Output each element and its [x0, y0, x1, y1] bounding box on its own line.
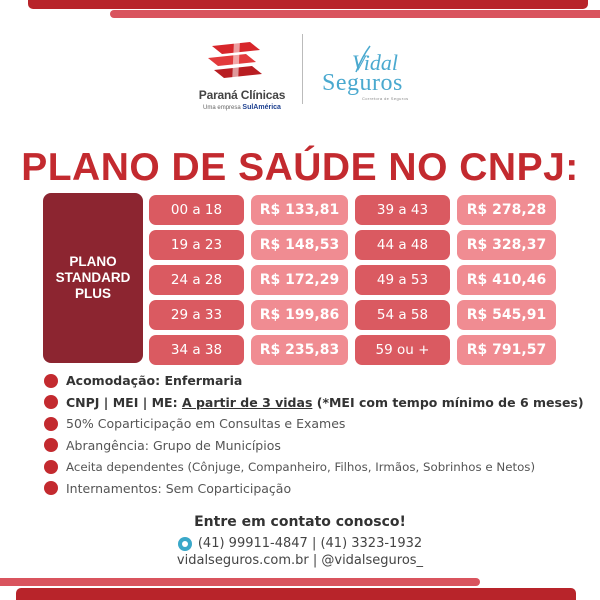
price-cell: R$ 278,28 [457, 195, 556, 225]
contact-phones [0, 534, 600, 553]
plan-line-3: PLUS [74, 286, 111, 301]
age-range-cell: 54 a 58 [355, 300, 450, 330]
list-item [44, 392, 594, 414]
bullet-text: Internamentos: Sem Coparticipação [66, 480, 292, 496]
sulamerica-text: SulAmérica [242, 104, 281, 111]
price-cell: R$ 133,81 [251, 195, 348, 225]
top-accent-bar [28, 0, 588, 9]
bullet-dot-icon [44, 374, 58, 388]
bullet-dot-icon [44, 395, 58, 409]
contact-title: Entre em contato conosco! [194, 514, 406, 530]
age-range-cell: 34 a 38 [149, 335, 244, 365]
vidal-seguros-logo [318, 44, 428, 104]
website-and-social: vidalseguros.com.br | @vidalseguros_ [176, 553, 424, 568]
page-title: PLANO DE SAÚDE NO CNPJ: [21, 146, 579, 189]
bullet-dot-icon [44, 481, 58, 495]
age-range-cell: 44 a 48 [355, 230, 450, 260]
price-cell: R$ 328,37 [457, 230, 556, 260]
parana-clinicas-mark-icon [206, 40, 266, 84]
price-cell: R$ 791,57 [457, 335, 556, 365]
price-cell: R$ 199,86 [251, 300, 348, 330]
age-range-cell: 00 a 18 [149, 195, 244, 225]
vidal-subtitle: Corretora de Seguros [362, 96, 409, 101]
age-range-cell: 29 a 33 [149, 300, 244, 330]
tagline-text: Uma empresa [203, 105, 241, 111]
bullet-text-prefix: CNPJ | MEI | ME: [66, 394, 182, 410]
contact-section [0, 514, 600, 572]
plan-line-2: STANDARD [55, 270, 131, 285]
bullet-text-underlined: A partir de 3 vidas [181, 394, 313, 410]
vidal-wordmark: Vidal [352, 50, 399, 75]
price-cell: R$ 172,29 [251, 265, 348, 295]
seguros-wordmark: Seguros [322, 70, 403, 96]
list-item [44, 478, 594, 500]
whatsapp-icon [178, 537, 192, 551]
plan-line-1: PLANO [69, 254, 117, 269]
price-cell: R$ 410,46 [457, 265, 556, 295]
age-range-cell: 59 ou + [355, 335, 450, 365]
benefits-list [44, 370, 594, 499]
bullet-text-suffix: (*MEI com tempo mínimo de 6 meses) [312, 394, 584, 410]
bullet-text: Abrangência: Grupo de Municípios [66, 437, 281, 453]
bottom-accent-bar-light [0, 578, 480, 586]
phone-numbers: (41) 99911-4847 | (41) 3323-1932 [197, 536, 423, 551]
parana-clinicas-tagline [190, 104, 294, 111]
logo-divider [302, 34, 303, 104]
list-item [44, 413, 594, 435]
top-accent-bar-light [110, 10, 600, 18]
plan-name-box [43, 193, 143, 363]
bullet-text: 50% Coparticipação em Consultas e Exames [66, 416, 346, 432]
bullet-text: Acomodação: Enfermaria [66, 373, 243, 389]
price-cell: R$ 545,91 [457, 300, 556, 330]
list-item [44, 370, 594, 392]
parana-clinicas-logo [190, 40, 294, 116]
price-cell: R$ 148,53 [251, 230, 348, 260]
bottom-accent-bar [16, 588, 576, 600]
bullet-dot-icon [44, 460, 58, 474]
age-range-cell: 24 a 28 [149, 265, 244, 295]
bullet-dot-icon [44, 438, 58, 452]
list-item [44, 435, 594, 457]
age-range-cell: 19 a 23 [149, 230, 244, 260]
bullet-text: Aceita dependentes (Cônjuge, Companheiro, Filhos, Irmãos, Sobrinhos e Netos) [66, 459, 536, 474]
list-item [44, 456, 594, 478]
parana-clinicas-name: Paraná Clínicas [198, 88, 286, 102]
bullet-dot-icon [44, 417, 58, 431]
age-range-cell: 49 a 53 [355, 265, 450, 295]
price-cell: R$ 235,83 [251, 335, 348, 365]
age-range-cell: 39 a 43 [355, 195, 450, 225]
